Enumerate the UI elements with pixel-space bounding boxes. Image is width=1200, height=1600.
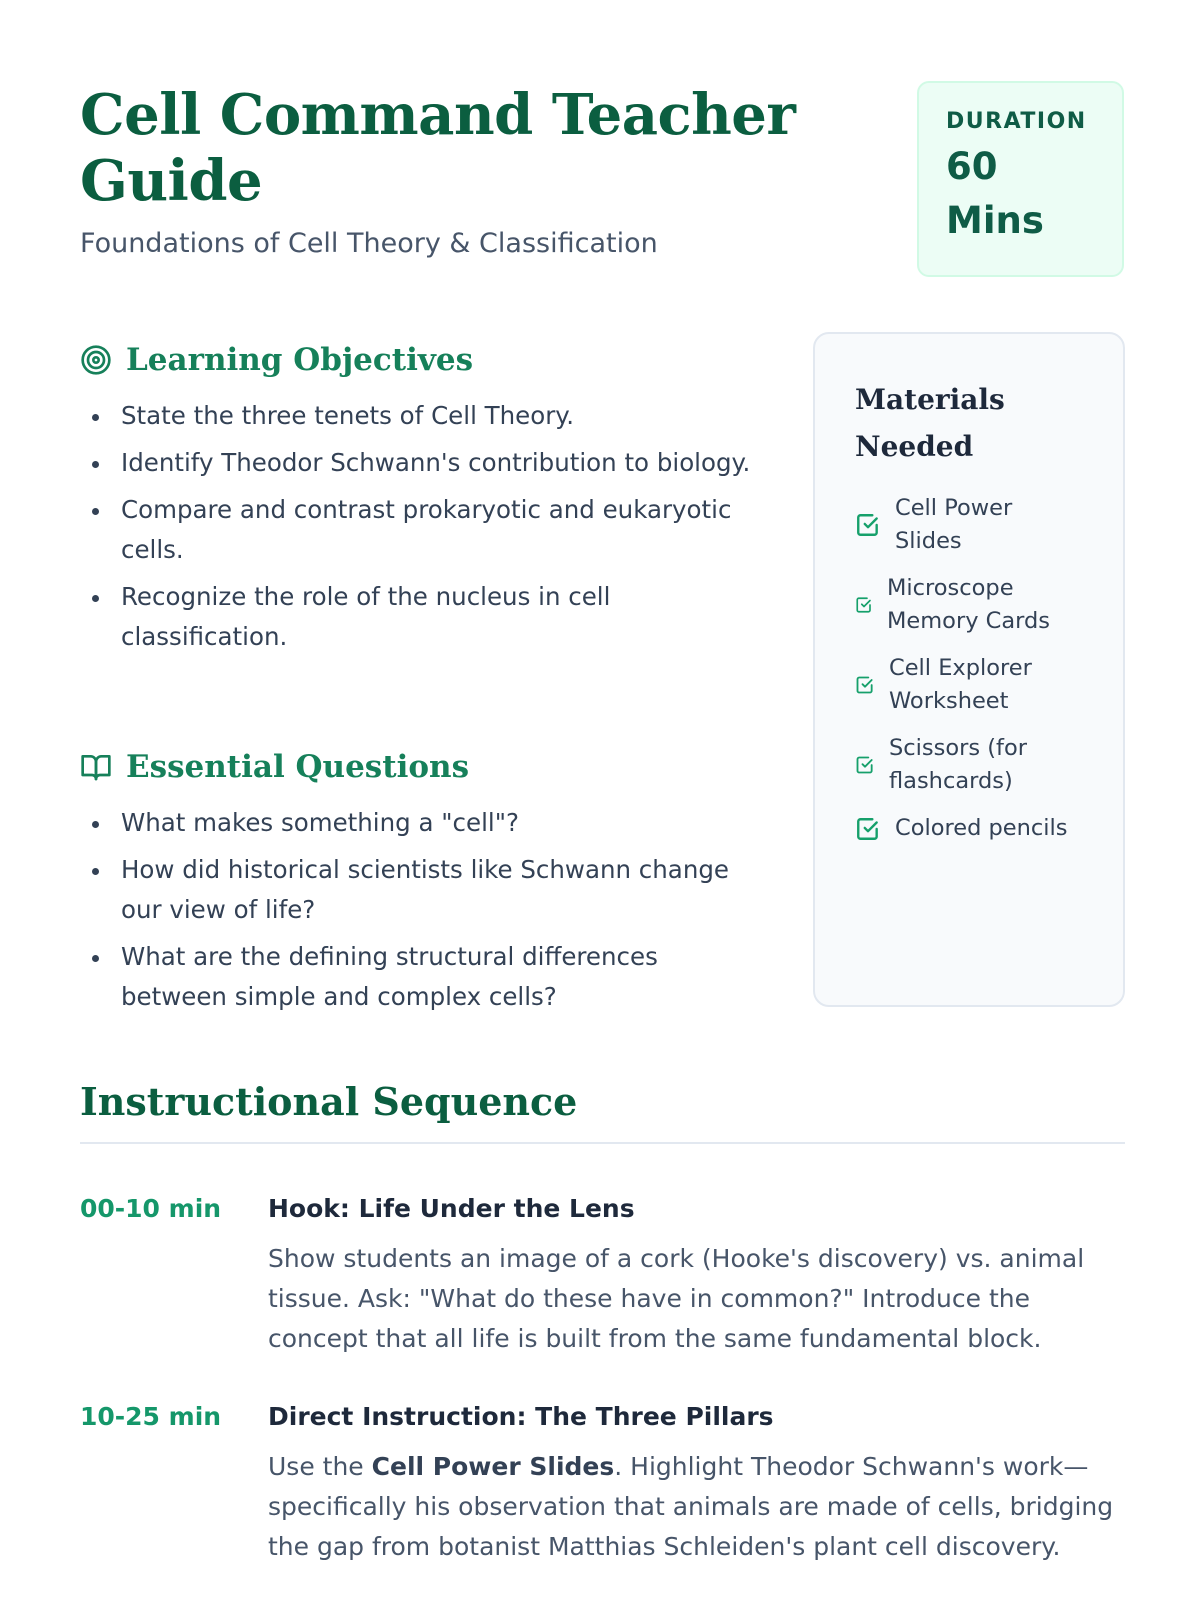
materials-item-label: Scissors (for flashcards) — [889, 735, 1027, 794]
step-time: 10-25 min — [80, 1402, 222, 1431]
list-item: State the three tenets of Cell Theory. — [80, 396, 770, 436]
step-title: Hook: Life Under the Lens — [268, 1194, 635, 1223]
step-text-emphasis: Cell Power Slides — [371, 1452, 615, 1481]
step-body — [268, 1402, 1125, 1567]
essential-questions-title: Essential Questions — [126, 749, 470, 785]
page-title: Cell Command Teacher Guide — [80, 82, 796, 214]
materials-list — [855, 492, 1101, 845]
materials-item — [855, 572, 1101, 638]
step-description: Show students an image of a cork (Hooke's discovery) vs. animal tissue. Ask: "What do these have in common?" Introduce the concept that all life is built from the same fundamental block. — [268, 1244, 1085, 1353]
essential-questions-heading — [80, 747, 469, 787]
materials-item-label: Cell Power Slides — [895, 495, 1013, 554]
list-item: Recognize the role of the nucleus in cell classification. — [80, 577, 770, 657]
check-square-icon — [855, 596, 873, 614]
step-text-after: . Highlight Theodor Schwann's work—specifically his observation that animals are made of cells, bridging the gap from botanist Matthias Schleiden's plant cell discovery. — [268, 1452, 1114, 1561]
materials-title: Materials Needed — [855, 383, 1005, 463]
materials-item-label: Cell Explorer Worksheet — [889, 655, 1032, 714]
target-icon — [80, 344, 112, 376]
list-item: How did historical scientists like Schwann change our view of life? — [80, 850, 770, 930]
duration-card — [917, 81, 1124, 277]
materials-item — [855, 812, 1101, 845]
materials-item — [855, 732, 1101, 798]
materials-item-label: Colored pencils — [895, 815, 1068, 841]
list-item: What are the defining structural differences between simple and complex cells? — [80, 937, 770, 1017]
list-item: Identify Theodor Schwann's contribution to biology. — [80, 443, 770, 483]
duration-value: 60 Mins — [946, 145, 1044, 242]
sequence-heading: Instructional Sequence — [80, 1079, 578, 1124]
learning-objectives-title: Learning Objectives — [126, 342, 474, 378]
materials-item — [855, 652, 1101, 718]
step-time: 00-10 min — [80, 1194, 222, 1223]
materials-panel — [813, 332, 1125, 1007]
check-square-icon — [855, 512, 881, 538]
step-text-before: Use the — [268, 1452, 372, 1481]
book-open-icon — [80, 751, 112, 783]
materials-item — [855, 492, 1101, 558]
list-item: Compare and contrast prokaryotic and eukaryotic cells. — [80, 490, 770, 570]
step-body — [268, 1194, 1125, 1359]
check-square-icon — [855, 675, 875, 695]
materials-item-label: Microscope Memory Cards — [887, 575, 1051, 634]
section-divider — [80, 1142, 1125, 1144]
learning-objectives-heading — [80, 340, 473, 380]
page-subtitle: Foundations of Cell Theory & Classification — [80, 228, 658, 259]
step-title: Direct Instruction: The Three Pillars — [268, 1402, 774, 1431]
questions-list — [80, 803, 770, 1024]
check-square-icon — [855, 816, 881, 842]
step-description — [268, 1447, 1125, 1567]
check-square-icon — [855, 755, 875, 775]
list-item: What makes something a "cell"? — [80, 803, 770, 843]
duration-label: DURATION — [946, 109, 1087, 134]
objectives-list — [80, 396, 770, 664]
